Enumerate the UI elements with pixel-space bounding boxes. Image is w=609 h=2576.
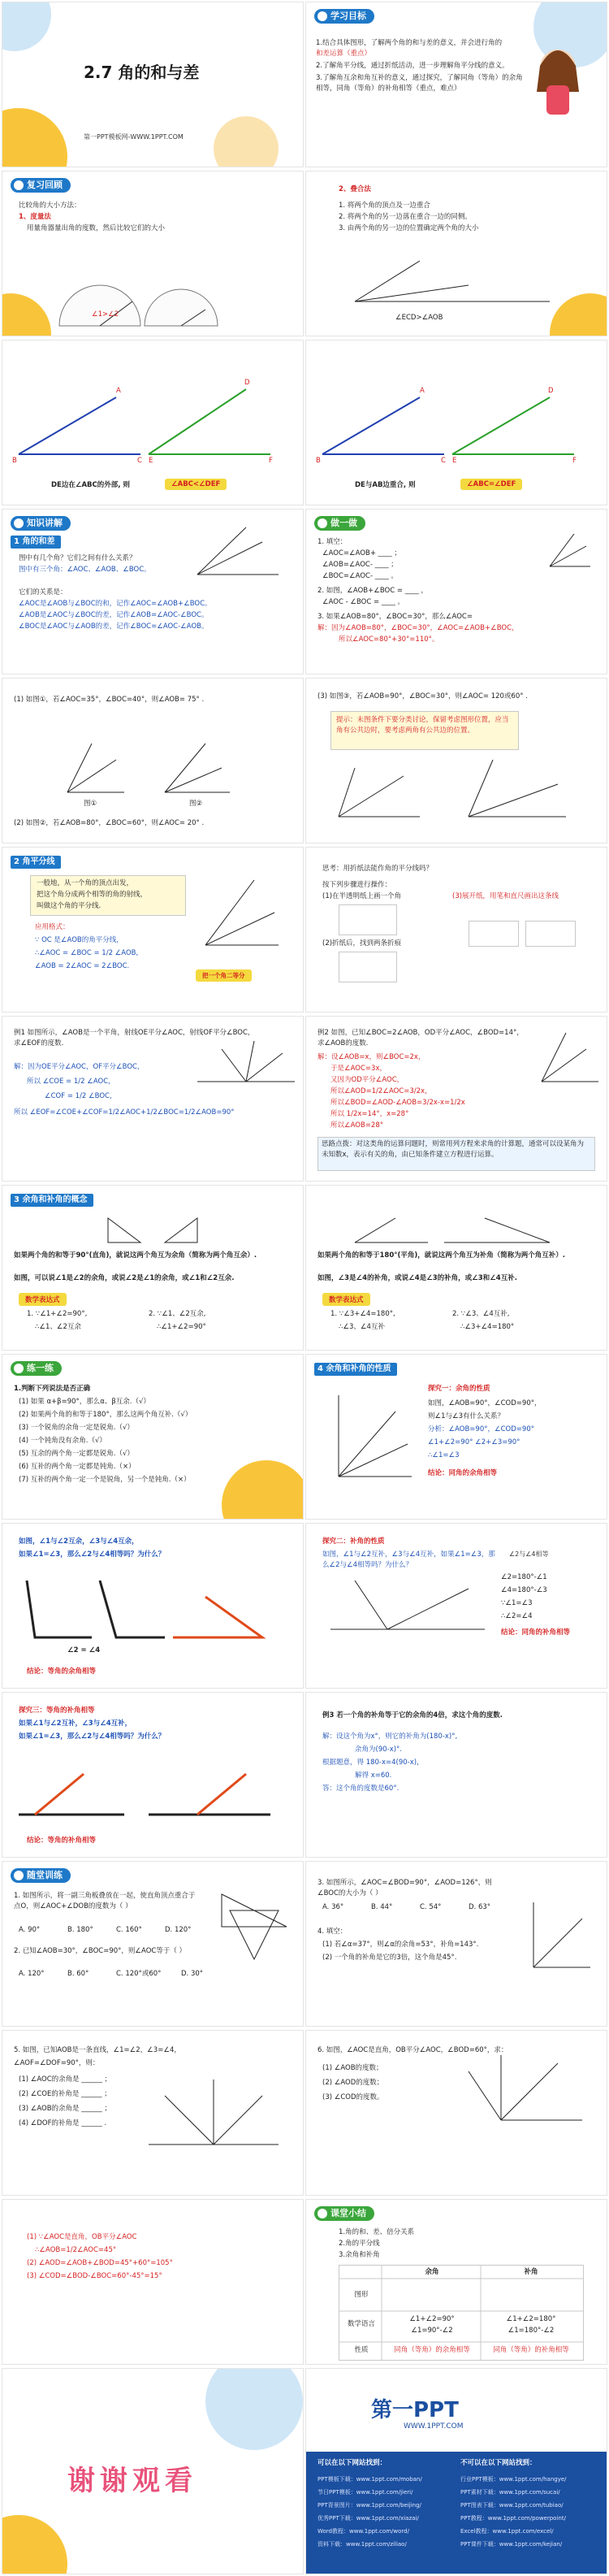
text-line: 1. 填空： — [317, 538, 348, 546]
subsection-header: 2 角平分线 — [11, 856, 61, 869]
definition-line: 一般地，从一个角的顶点出发， — [37, 879, 134, 887]
point-label: A — [116, 387, 121, 395]
text-line: 2、叠合法 — [339, 185, 371, 193]
solution-line: (2) ∠AOD=∠AOB+∠BOD=45°+60°=105° — [27, 2259, 173, 2267]
decor-circle — [205, 2368, 303, 2450]
slide-quiz-4[interactable] — [305, 2030, 607, 2196]
quiz-figure — [306, 1862, 607, 2027]
practice-line: (7) 互补的两个角一定一个是锐角，另一个是钝角.（×） — [19, 1476, 191, 1484]
badge: 把一个角二等分 — [196, 969, 252, 982]
practice-line: (2) 如果两个角的和等于180°，那么这两个角互补.（√） — [19, 1411, 192, 1419]
decor-circle — [2, 2515, 67, 2574]
slide-exercise-classify[interactable] — [305, 678, 607, 843]
footer-link[interactable]: PPT模板下载：www.1ppt.com/moban/ — [317, 2476, 422, 2483]
brand-logo: 第一PPT — [371, 2398, 459, 2422]
text-line: ∠1+∠2=90° ∠2+∠3=90° — [428, 1438, 520, 1446]
slide-exercise-angles[interactable] — [2, 678, 304, 843]
point-label: B — [12, 457, 17, 465]
text-line: (3)展开纸，用笔和直尺画出这条线 — [452, 892, 559, 900]
solution-line: (1) ∵∠AOC是直角，OB平分∠AOC — [27, 2233, 137, 2241]
text-line: 1、度量法 — [19, 213, 51, 221]
practice-line: (1) 如果 α+β=90°，那么α、β互余.（√） — [19, 1398, 150, 1406]
table-cell: 同角（等角）的补角相等 — [493, 2346, 569, 2354]
text-line: ∵∠1=∠3 — [501, 1599, 533, 1607]
slide-supplement[interactable] — [305, 1185, 607, 1351]
answer-option[interactable]: D. 63° — [469, 1903, 491, 1911]
text-line: 解：设∠AOB=x，则∠BOC=2x， — [317, 1053, 425, 1061]
text-line: 2. ∵∠1、∠2互余, — [149, 1310, 206, 1318]
question-text: ∠AOF=∠DOF=90°，则： — [14, 2059, 100, 2067]
point-label: C — [441, 457, 446, 465]
slide-thanks[interactable] — [2, 2368, 304, 2574]
answer-option[interactable]: C. 120°或60° — [116, 1970, 162, 1978]
slide-knowledge-sum[interactable] — [2, 509, 304, 674]
conclusion-text: 结论：等角的补角相等 — [27, 1837, 97, 1845]
practice-line: 1.判断下列说法是否正确 — [14, 1385, 91, 1393]
decor-circle — [2, 108, 67, 167]
thanks-text: 谢谢观看 — [67, 2465, 197, 2497]
subsection-header: 1 角的和差 — [11, 536, 61, 549]
footer-heading: 可以在以下网站找到： — [317, 2459, 387, 2467]
caption-prefix: DE边在∠ABC的外部, 则 — [51, 481, 130, 489]
slide-compare-2[interactable] — [305, 340, 607, 505]
text-line: 探究二：补角的性质 — [322, 1537, 385, 1546]
slide-practice[interactable] — [2, 1354, 304, 1520]
text-line: 应用格式： — [35, 923, 70, 931]
footer-link[interactable]: PPT教程：www.1ppt.com/powerpoint/ — [460, 2515, 566, 2522]
slide-fold[interactable] — [305, 847, 607, 1013]
slide-example-1[interactable] — [2, 1016, 304, 1182]
slide-equal-supplement[interactable] — [2, 1692, 304, 1858]
fold-figure — [525, 921, 576, 947]
text-line: ∴∠1=∠3 — [428, 1451, 460, 1459]
brand-url: WWW.1PPT.COM — [404, 2422, 464, 2431]
question-text: 1. 如图所示，将一副三角板叠放在一起，使直角顶点重合于点O，则∠AOC+∠DOB的度数为（ ） — [14, 1892, 196, 1910]
answer-option[interactable]: A. 36° — [322, 1903, 344, 1911]
text-line: ∵ OC 是∠AOB的角平分线， — [35, 936, 123, 944]
solution-line: ∴∠AOB=1/2∠AOC=45° — [35, 2246, 117, 2254]
answer-option[interactable]: A. 90° — [19, 1926, 41, 1934]
footer-link[interactable]: PPT课件下载：www.1ppt.com/kejian/ — [460, 2541, 563, 2548]
summary-item: 1.角的和、差、倍分关系 — [339, 2228, 415, 2236]
property-figures — [2, 1693, 304, 1858]
text-line: (2)折纸后，找到两条折痕 — [322, 939, 402, 948]
section-header: 知识讲解 — [11, 516, 71, 531]
text-line: (1)在半透明纸上画一个角 — [322, 892, 402, 900]
text-line: (3) 如图③，若∠AOB=90°，∠BOC=30°，则∠AOC= 120或60° . — [317, 692, 528, 700]
slide-complement[interactable] — [2, 1185, 304, 1351]
protractor-figures — [2, 171, 304, 336]
angle-figure — [2, 510, 304, 674]
point-label: D — [548, 387, 554, 395]
text-line: 余角为(90-x)°. — [355, 1746, 402, 1754]
text-line: 解：因为OE平分∠AOC，OF平分∠BOC， — [14, 1063, 145, 1071]
slide-equal-complement[interactable] — [2, 1523, 304, 1689]
practice-line: (6) 互补的两个角一定都是钝角.（×） — [19, 1463, 136, 1471]
footer-panel — [306, 2452, 607, 2574]
fold-figure — [339, 904, 397, 935]
figure-caption: 图① — [84, 800, 97, 808]
answer-option[interactable]: B. 60° — [67, 1970, 89, 1978]
text-line: 所以 ∠EOF=∠COE+∠COF=1/2∠AOC+1/2∠BOC=1/2∠AOB=90° — [14, 1108, 235, 1117]
text-line: 例3 若一个角的补角等于它的余角的4倍，求这个角的度数. — [322, 1711, 503, 1720]
text-line: ∴∠1+∠2=90° — [157, 1323, 206, 1331]
point-label: E — [452, 457, 457, 465]
text-line: 所以∠AOC=80°+30°=110°。 — [339, 635, 439, 644]
subsection-header: 4 余角和补角的性质 — [314, 1363, 397, 1376]
answer-option[interactable]: C. 160° — [116, 1926, 142, 1934]
quiz-figure — [306, 2031, 607, 2196]
answer-option[interactable]: D. 120° — [165, 1926, 192, 1934]
definition-line: 如果两个角的和等于180°(平角)，就说这两个角互为补角（简称为两个角互补）. — [317, 1251, 565, 1260]
text-line: 如果∠1=∠3，那么∠2与∠4相等吗？为什么？ — [19, 1733, 166, 1741]
footer-heading: 不可以在以下网站找到： — [460, 2459, 537, 2467]
text-line: ∠4=180°-∠3 — [501, 1586, 547, 1594]
property-figure — [306, 1355, 607, 1520]
page-title: 2.7 角的和与差 — [84, 63, 200, 82]
question-text: 6. 如图，∠AOC是直角，OB平分∠AOC，∠BOD=60°，求： — [317, 2046, 508, 2054]
angles-compare-figure — [306, 340, 607, 505]
table-cell: 补角 — [524, 2268, 538, 2276]
text-line: ∴∠3+∠4=180° — [460, 1323, 515, 1331]
text-line: 比较角的大小方法： — [19, 202, 81, 210]
slide-quiz-2[interactable] — [305, 1861, 607, 2027]
footer-link[interactable]: PPT图表下载：www.1ppt.com/tubiao/ — [460, 2502, 564, 2509]
caption: ∠1>∠2 — [92, 310, 119, 319]
summary-item: 2.角的平分线 — [339, 2240, 380, 2248]
subsection-header: 3 余角和补角的概念 — [11, 1194, 93, 1207]
fold-figure — [339, 952, 397, 982]
conclusion-text: 结论：同角的补角相等 — [501, 1628, 571, 1637]
goal-line: 1.结合具体图形，了解两个角的和与差的意义，并会进行角的 — [316, 39, 503, 47]
text-line: ∠AOC是∠AOB与∠BOC的和，记作∠AOC=∠AOB+∠BOC。 — [19, 600, 212, 608]
text-line: ∴∠AOC = ∠BOC = 1/2 ∠AOB, — [35, 949, 139, 957]
caption-prefix: DE与AB边重合, 则 — [355, 481, 416, 489]
example-figure — [2, 1017, 304, 1182]
text-line: ∠BOC=∠AOC- ____ 。 — [322, 572, 398, 580]
footer-link[interactable]: 优秀PPT下载：www.1ppt.com/xiazai/ — [317, 2515, 419, 2522]
slide-footer[interactable] — [305, 2368, 607, 2574]
point-label: F — [269, 457, 273, 465]
text-line: (1) 如图①，若∠AOC=35°，∠BOC=40°，则∠AOB= 75° . — [14, 696, 205, 704]
point-label: C — [137, 457, 142, 465]
expression-pill: 数学表达式 — [19, 1293, 67, 1306]
text-line: ∴∠3、∠4互补 — [339, 1323, 385, 1331]
text-line: 如果∠1=∠3，那么∠2与∠4相等吗？为什么？ — [19, 1550, 166, 1559]
practice-line: (5) 互余的两个角一定都是锐角.（√） — [19, 1450, 134, 1458]
table-cell: ∠1=90°-∠2 — [411, 2327, 453, 2335]
table-cell: 性质 — [354, 2346, 369, 2354]
bisector-figure — [2, 848, 304, 1013]
definition-line: 叫做这个角的平分线. — [37, 902, 102, 910]
angle-figure — [306, 171, 607, 336]
text-line: 于是∠AOC=3x， — [330, 1065, 387, 1073]
section-header: 复习回顾 — [11, 178, 71, 193]
slide-bisector[interactable] — [2, 847, 304, 1013]
answer-option[interactable]: A. 120° — [19, 1970, 45, 1978]
slide-review-2[interactable] — [305, 171, 607, 336]
text-line: 3. 如果∠AOB=80°，∠BOC=30°，那么∠AOC= — [317, 613, 473, 621]
text-line: 则∠1与∠3有什么关系？ — [428, 1412, 505, 1420]
sub-question: (2) ∠AOD的度数； — [322, 2079, 384, 2087]
slide-compare-1[interactable] — [2, 340, 304, 505]
table-cell: ∠1+∠2=90° — [409, 2315, 455, 2323]
slide-quiz-3[interactable] — [2, 2030, 304, 2196]
fill-blank[interactable]: (2) ∠COE的补角是 ______ ； — [19, 2090, 111, 2098]
text-line: 例1 如图所示，∠AOB是一个平角，射线OE平分∠AOC，射线OF平分∠BOC，求∠EOF的度数. — [14, 1029, 255, 1047]
text-line: 根据题意，得 180-x=4(90-x)， — [322, 1759, 424, 1767]
definition-line: 把这个角分成两个相等的角的射线， — [37, 891, 148, 899]
angles-compare-figure — [2, 340, 304, 505]
practice-line: (3) 一个锐角的余角一定是锐角.（√） — [19, 1424, 134, 1432]
section-header: 课堂小结 — [314, 2206, 374, 2221]
question-text: 5. 如图，已知AOB是一条直线，∠1=∠2，∠3=∠4， — [14, 2046, 181, 2054]
slide-property-supplement[interactable] — [305, 1523, 607, 1689]
text-line: ∴∠2=∠4 — [501, 1612, 533, 1620]
hint-tag: ∠2与∠4相等 — [509, 1550, 549, 1558]
girl-illustration — [306, 2, 607, 167]
decor-circle — [2, 2, 51, 51]
text-line: 所以 1/2x=14°，x=28° — [330, 1110, 409, 1118]
slide-example-2[interactable] — [305, 1016, 607, 1182]
slide-example-3[interactable] — [305, 1692, 607, 1858]
solution-line: (3) ∠COD=∠BOD-∠BOC=60°-45°=15° — [27, 2272, 162, 2280]
result-pill: ∠ABC<∠DEF — [165, 479, 227, 490]
answer-option[interactable]: B. 44° — [371, 1903, 393, 1911]
practice-line: (4) 一个钝角没有余角.（√） — [19, 1437, 106, 1445]
footer-link[interactable]: 行业PPT模板：www.1ppt.com/hangye/ — [460, 2476, 567, 2483]
text-line: 解得 x=60. — [355, 1772, 392, 1780]
goal-line: 3.了解角互余和角互补的意义，通过探究，了解同角（等角）的余角相等，同角（等角）的补角相等（重点，难点） — [316, 74, 523, 93]
sub-question: (1) ∠AOB的度数； — [322, 2064, 383, 2072]
footer-link[interactable]: 节日PPT模板：www.1ppt.com/jieri/ — [317, 2489, 413, 2496]
footer-link[interactable]: 资料下载：www.1ppt.com/ziliao/ — [317, 2541, 407, 2548]
text-line: 如果∠1与∠2互补，∠3与∠4互补， — [19, 1720, 132, 1728]
result-text: ∠2 = ∠4 — [67, 1646, 101, 1654]
sub-question: (3) ∠COD的度数。 — [322, 2093, 384, 2101]
fold-figure — [469, 921, 519, 947]
slide-summary[interactable] — [305, 2199, 607, 2365]
point-label: E — [149, 457, 153, 465]
property-figures — [2, 1524, 304, 1689]
goal-line: 2.了解角平分线，通过折纸活动，进一步理解角平分线的意义。 — [316, 62, 509, 70]
text-line: 又因为OD平分∠AOC， — [330, 1076, 404, 1084]
text-line: ∠BOC是∠AOC与∠AOB的差，记作∠BOC=∠AOC-∠AOB。 — [19, 622, 209, 631]
text-line: 如图，∠1与∠2互补，∠3与∠4互补，如果∠1=∠3，那么∠2与∠4相等吗？为什么？ — [322, 1550, 495, 1569]
text-line: ∠AOC - ∠BOC = ____ 。 — [322, 598, 405, 606]
text-line: 用量角器量出角的度数，然后比较它们的大小 — [27, 224, 166, 232]
conclusion-text: 结论：等角的余角相等 — [27, 1667, 97, 1676]
result-pill: ∠ABC=∠DEF — [460, 479, 522, 490]
summary-item: 3.余角和补角 — [339, 2251, 380, 2259]
question-text: 3. 如图所示，∠AOC=∠BOD=90°，∠AOD=126°，则∠BOC的大小为（ ） — [317, 1879, 492, 1897]
answer-option[interactable]: B. 180° — [67, 1926, 93, 1934]
table-cell: 同角（等角）的余角相等 — [394, 2346, 470, 2354]
site-subtitle: 第一PPT模板网-WWW.1PPT.COM — [84, 133, 184, 141]
text-line: 3. 由两个角的另一边的位置确定两个角的大小 — [339, 224, 479, 232]
decor-circle — [222, 1460, 304, 1520]
footer-link[interactable]: PPT背景图片：www.1ppt.com/beijing/ — [317, 2502, 421, 2509]
text-line: 思考：用折纸法能作角的平分线吗？ — [322, 865, 434, 873]
text-line: 1. ∵∠3+∠4=180°, — [330, 1310, 395, 1318]
slide-do-it[interactable] — [305, 509, 607, 674]
text-line: 2. 如图，∠AOB+∠BOC = ____ ， — [317, 587, 428, 595]
table-cell: 图形 — [354, 2291, 369, 2299]
question-text: 2. 已知∠AOB=30°，∠BOC=90°，则∠AOC等于（ ） — [14, 1947, 187, 1955]
text-line: 它们的关系是： — [19, 588, 67, 596]
slide-quiz-1[interactable] — [2, 1861, 304, 2027]
footer-link[interactable]: Word教程：www.1ppt.com/word/ — [317, 2528, 409, 2535]
slide-solution[interactable] — [2, 2199, 304, 2365]
table-grid — [339, 2266, 583, 2360]
section-header: 做一做 — [314, 516, 365, 531]
question-text: (2) 一个角的补角是它的3倍，这个角是45°. — [322, 1954, 457, 1962]
text-line: ∴∠1、∠2互余 — [35, 1323, 81, 1331]
text-line: ∠2=180°-∠1 — [501, 1573, 547, 1581]
angle-figure — [306, 510, 607, 674]
slide-title[interactable] — [2, 2, 304, 167]
summary-table — [339, 2265, 584, 2361]
text-line: 所以∠BOD=∠AOD-∠AOB=3/2x-x=1/2x — [330, 1099, 465, 1107]
quiz-figure — [2, 1862, 304, 2027]
section-header: 练一练 — [11, 1361, 62, 1376]
question-text: 4. 填空： — [317, 1928, 348, 1936]
slide-learning-goals[interactable] — [305, 2, 607, 167]
text-line: 探究一：余角的性质 — [428, 1385, 490, 1393]
text-line: 2. ∵∠3、∠4互补, — [452, 1310, 510, 1318]
example-figure — [306, 1017, 607, 1182]
text-line: 如图，∠1与∠2互余，∠3与∠4互余， — [19, 1537, 139, 1546]
text-line: 结论：同角的余角相等 — [428, 1469, 498, 1477]
hint-text: 思路点拨：对这类角的运算问题时，则常用列方程来求角的计算题，通常可以设某角为未知数x，表示有关的角，由已知条件建立方程进行运算。 — [322, 1140, 585, 1159]
definition-line: 如果两个角的和等于90°(直角)，就说这两个角互为余角（简称为两个角互余）. — [14, 1251, 257, 1260]
answer-option[interactable]: D. 30° — [181, 1970, 204, 1978]
text-line: 探究三：等角的补角相等 — [19, 1706, 95, 1715]
property-figure — [306, 1524, 607, 1689]
point-label: B — [316, 457, 321, 465]
text-line: ∠COF = 1/2 ∠BOC， — [45, 1092, 117, 1100]
table-cell: 余角 — [425, 2268, 439, 2276]
point-label: F — [572, 457, 577, 465]
text-line: 1. 将两个角的顶点及一边重合 — [339, 202, 430, 210]
text-line: 分析：∠AOB=90°，∠COD=90° — [428, 1425, 534, 1433]
goal-line: 和差运算（重点） — [316, 50, 372, 58]
text-line: 所以∠AOB=28° — [330, 1121, 383, 1130]
text-line: 所以∠AOD=1/2∠AOC=3/2x， — [330, 1087, 432, 1095]
text-line: 2. 将两个角的另一边落在重合一边的同侧。 — [339, 213, 472, 221]
text-line: 按下列步骤进行操作： — [322, 881, 392, 889]
text-line: ∠AOB = 2∠AOC = 2∠BOC. — [35, 962, 130, 970]
section-header: 随堂训练 — [11, 1868, 71, 1883]
definition-line: 如图，可以说∠1是∠2的余角，或说∠2是∠1的余角，或∠1和∠2互余. — [14, 1274, 235, 1282]
text-line: 解：因为∠AOB=80°，∠BOC=30°，∠AOC=∠AOB+∠BOC， — [317, 624, 519, 632]
text-line: ∠AOB是∠AOC与∠BOC的差，记作∠AOB=∠AOC-∠BOC。 — [19, 611, 209, 619]
question-text: (1) 若∠α=37°，则∠α的余角=53°，补角=143°. — [322, 1941, 479, 1949]
fill-blank[interactable]: (4) ∠DOF的补角是 ______ . — [19, 2119, 107, 2127]
fill-blank[interactable]: (1) ∠AOC的余角是 ______ ； — [19, 2075, 112, 2084]
text-line: 所以 ∠COE = 1/2 ∠AOC， — [27, 1078, 115, 1086]
footer-link[interactable]: PPT素材下载：www.1ppt.com/sucai/ — [460, 2489, 560, 2496]
table-cell: ∠1=180°-∠2 — [508, 2327, 555, 2335]
fill-blank[interactable]: (3) ∠AOB的余角是 ______ ； — [19, 2105, 111, 2113]
text-line: ∠AOB=∠AOC- ____ ； — [322, 561, 398, 569]
point-label: D — [244, 379, 250, 387]
text-line: (2) 如图②，若∠AOB=80°，∠BOC=60°，则∠AOC= 20° . — [14, 819, 205, 827]
text-line: 1. ∵∠1+∠2=90°, — [27, 1310, 88, 1318]
table-cell: 数学语言 — [347, 2320, 375, 2328]
text-line: ∠AOC=∠AOB+ ____ ； — [322, 549, 401, 557]
footer-link[interactable]: Excel教程：www.1ppt.com/excel/ — [460, 2528, 554, 2535]
quiz-figure — [2, 2031, 304, 2196]
caption: ∠ECD>∠AOB — [395, 314, 443, 322]
point-label: A — [420, 387, 425, 395]
table-cell: ∠1+∠2=180° — [506, 2315, 556, 2323]
text-line: 答：这个角的度数是60°. — [322, 1785, 400, 1793]
text-line: 图中有三个角：∠AOC、∠AOB、∠BOC。 — [19, 566, 151, 574]
text-line: 解：设这个角为x°，则它的补角为(180-x)°, — [322, 1733, 458, 1741]
text-line: 例2 如图，已知∠BOC=2∠AOB，OD平分∠AOC，∠BOD=14°，求∠AOB的度数. — [317, 1029, 524, 1047]
decor-circle — [214, 116, 279, 167]
figure-caption: 图② — [189, 800, 203, 808]
text-line: 图中有几个角？它们之间有什么关系？ — [19, 554, 136, 562]
answer-option[interactable]: C. 54° — [420, 1903, 442, 1911]
slide-review-1[interactable] — [2, 171, 304, 336]
section-header: 学习目标 — [314, 9, 374, 24]
hint-text: 提示：未图条件下要分类讨论，保留考虑图形位置，应当角有公共边时，要考虑两角有公共边的位置。 — [336, 716, 509, 735]
expression-pill: 数学表达式 — [322, 1293, 370, 1306]
text-line: 如图，∠AOB=90°，∠COD=90°， — [428, 1399, 542, 1407]
angle-figures — [306, 679, 607, 843]
slide-property-complement[interactable] — [305, 1354, 607, 1520]
definition-line: 如图，∠3是∠4的补角，或说∠4是∠3的补角，或∠3和∠4互补. — [317, 1274, 517, 1282]
